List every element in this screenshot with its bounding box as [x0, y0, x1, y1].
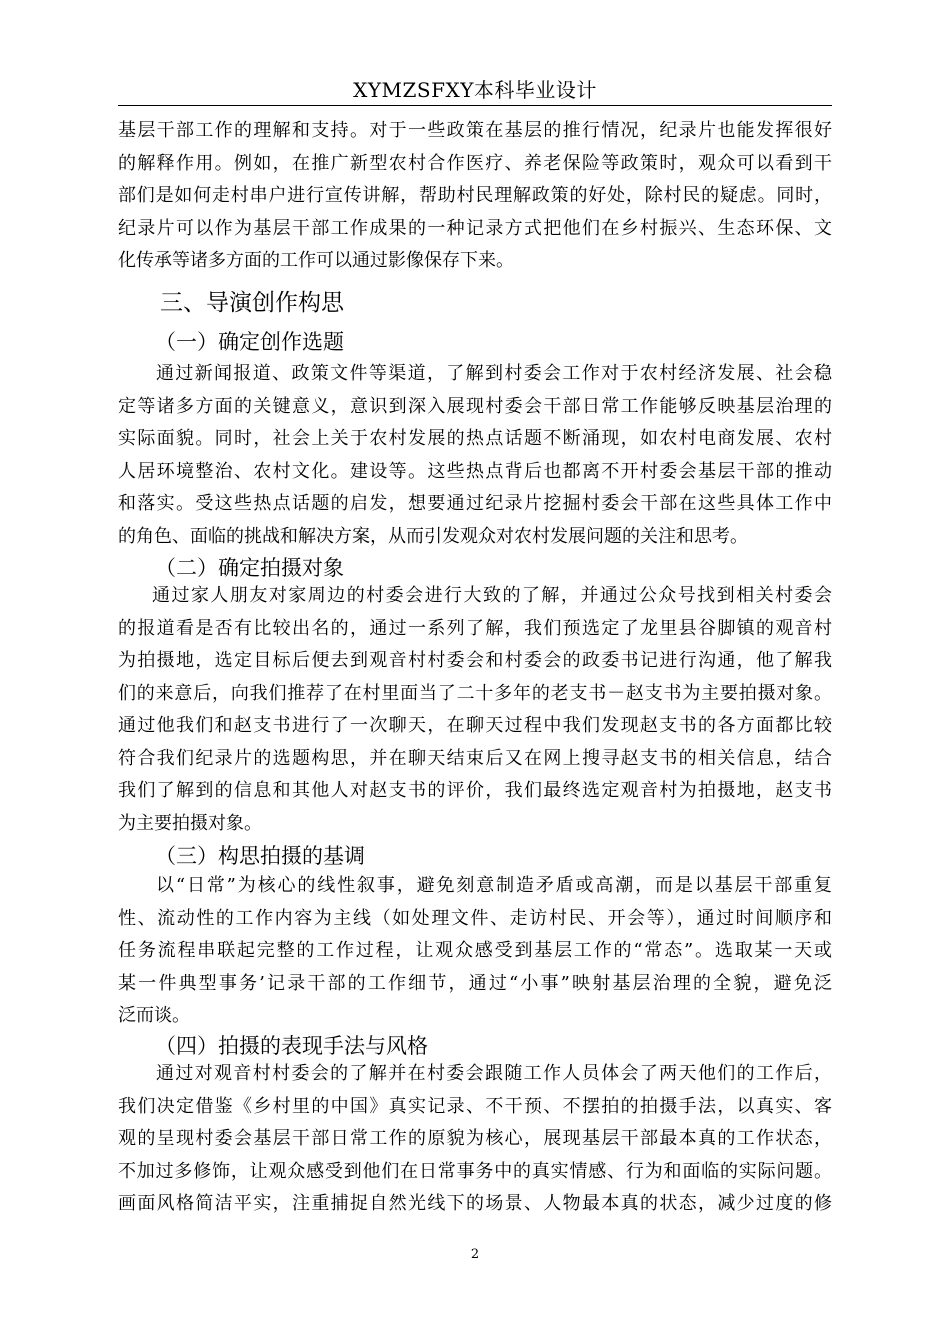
text-line: 符合我们纪录片的选题构思，并在聊天结束后又在网上搜寻赵支书的相关信息，结合	[118, 747, 832, 769]
text-line: 的角色、面临的挑战和解决方案，从而引发观众对农村发展问题的关注和思考。	[118, 525, 748, 547]
text-line: 某一件典型事务’记录干部的工作细节，通过“小事”映射基层治理的全貌，避免泛	[118, 972, 832, 994]
section-heading: 三、导演创作构思	[160, 290, 344, 316]
subsection-heading-1: （一）确定创作选题	[155, 330, 344, 354]
subsection-2-paragraph	[118, 580, 832, 840]
subsection-heading-2: （二）确定拍摄对象	[155, 556, 344, 580]
text-line: 任务流程串联起完整的工作过程，让观众感受到基层工作的“常态”。选取某一天或	[118, 940, 832, 961]
text-line: 通过他我们和赵支书进行了一次聊天，在聊天过程中我们发现赵支书的各方面都比较	[118, 715, 832, 736]
text-line: 实际面貌。同时，社会上关于农村发展的热点话题不断涌现，如农村电商发展、农村	[118, 428, 832, 449]
text-line: 通过新闻报道、政策文件等渠道，了解到村委会工作对于农村经济发展、社会稳	[156, 363, 832, 384]
text-line: 我们决定借鉴《乡村里的中国》真实记录、不干预、不摆拍的拍摄手法，以真实、客	[118, 1095, 832, 1117]
text-line: 性、流动性的工作内容为主线（如处理文件、走访村民、开会等），通过时间顺序和	[118, 907, 832, 929]
text-line: 为拍摄地，选定目标后便去到观音村村委会和村委会的政委书记进行沟通，他了解我	[118, 650, 832, 671]
text-line: 画面风格简洁平实，注重捕捉自然光线下的场景、人物最本真的状态，减少过度的修	[118, 1193, 832, 1214]
subsection-heading-3: （三）构思拍摄的基调	[155, 844, 365, 868]
text-line: 基层干部工作的理解和支持。对于一些政策在基层的推行情况，纪录片也能发挥很好	[118, 120, 832, 141]
text-line: 通过家人朋友对家周边的村委会进行大致的了解，并通过公众号找到相关村委会	[152, 585, 832, 606]
text-line: 泛而谈。	[118, 1005, 190, 1026]
text-line: 不加过多修饰，让观众感受到他们在日常事务中的真实情感、行为和面临的实际问题。	[118, 1160, 832, 1182]
text-line: 化传承等诸多方面的工作可以通过影像保存下来。	[118, 250, 514, 271]
text-line: 部们是如何走村串户进行宣传讲解，帮助村民理解政策的好处，除村民的疑虑。同时，	[118, 185, 832, 206]
text-line: 观的呈现村委会基层干部日常工作的原貌为核心，展现基层干部最本真的工作状态，	[118, 1128, 832, 1149]
text-line: 通过对观音村村委会的了解并在村委会跟随工作人员体会了两天他们的工作后，	[156, 1063, 832, 1084]
text-line: 纪录片可以作为基层干部工作成果的一种记录方式把他们在乡村振兴、生态环保、文	[118, 217, 832, 239]
text-line: 们的来意后，向我们推荐了在村里面当了二十多年的老支书－赵支书为主要拍摄对象。	[118, 682, 832, 704]
text-line: 的解释作用。例如，在推广新型农村合作医疗、养老保险等政策时，观众可以看到干	[118, 152, 832, 174]
text-line: 为主要拍摄对象。	[118, 812, 262, 834]
subsection-3-paragraph	[118, 870, 832, 1033]
intro-paragraph	[118, 115, 832, 278]
text-line: 人居环境整治、农村文化。建设等。这些热点背后也都离不开村委会基层干部的推动	[118, 460, 832, 482]
text-line: 和落实。受这些热点话题的启发，想要通过纪录片挖掘村委会干部在这些具体工作中	[118, 493, 832, 514]
text-line: 以“日常”为核心的线性叙事，避免刻意制造矛盾或高潮，而是以基层干部重复	[156, 875, 832, 896]
header-rule	[118, 105, 832, 106]
subsection-1-paragraph	[118, 358, 832, 553]
text-line: 的报道看是否有比较出名的，通过一系列了解，我们预选定了龙里县谷脚镇的观音村	[118, 617, 832, 639]
page-header: XYMZSFXY本科毕业设计	[353, 78, 597, 102]
subsection-heading-4: （四）拍摄的表现手法与风格	[155, 1034, 428, 1058]
subsection-4-paragraph	[118, 1058, 832, 1221]
text-line: 定等诸多方面的关键意义，意识到深入展现村委会干部日常工作能够反映基层治理的	[118, 395, 832, 417]
page-number: 2	[470, 1247, 480, 1262]
text-line: 我们了解到的信息和其他人对赵支书的评价，我们最终选定观音村为拍摄地，赵支书	[118, 780, 832, 801]
